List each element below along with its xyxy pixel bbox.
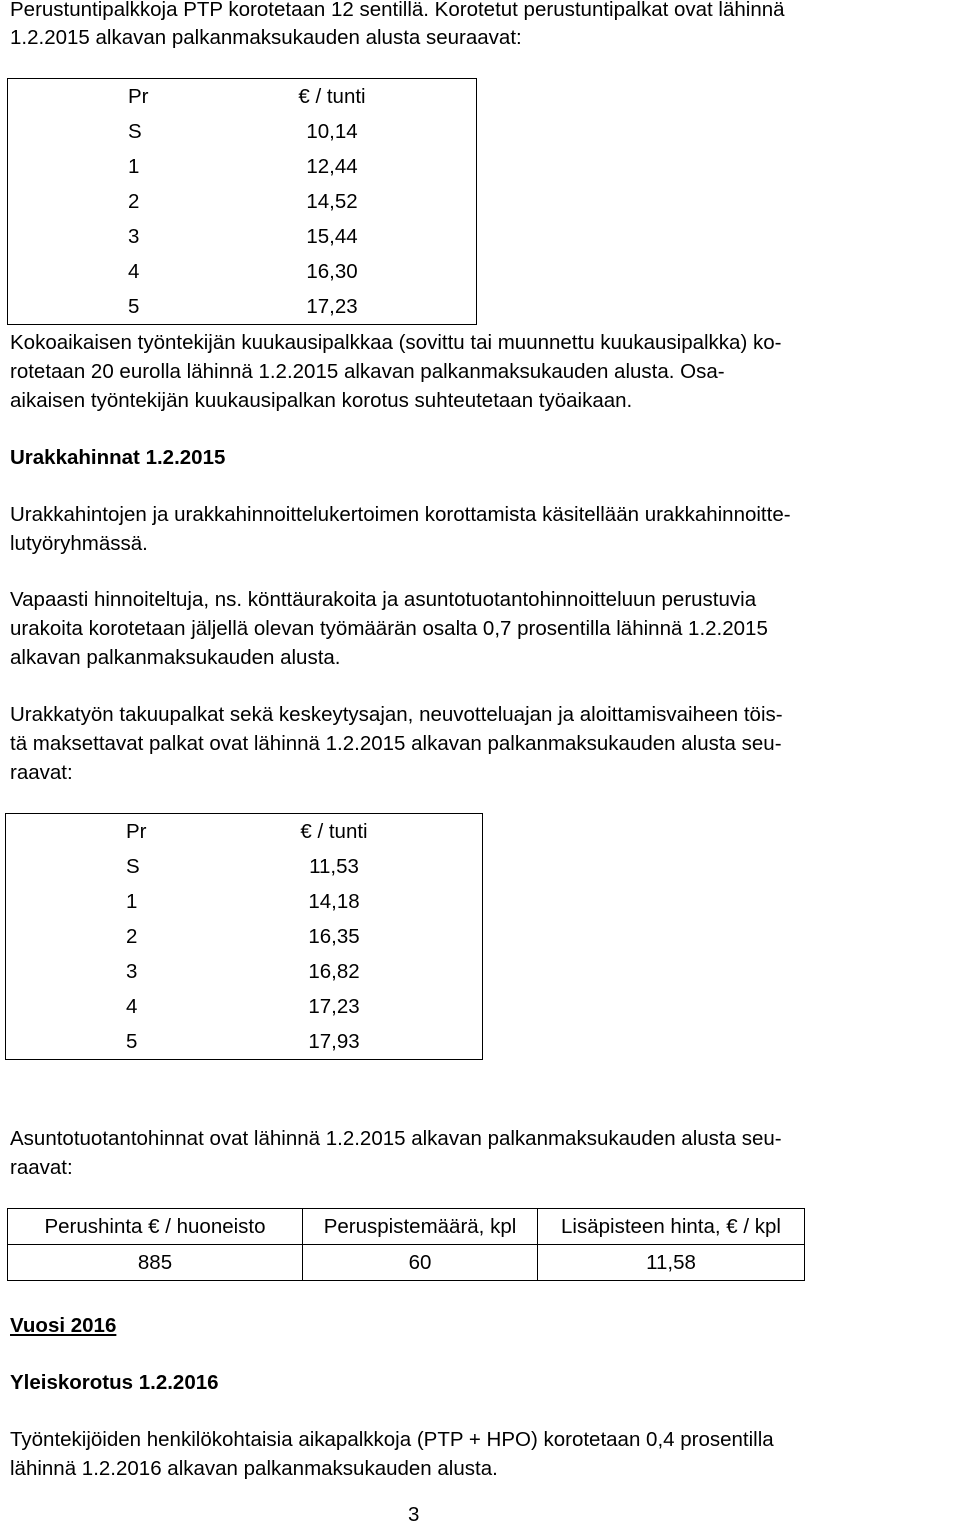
table-cell: 2	[6, 919, 187, 954]
table-row	[8, 1245, 805, 1281]
general-p-line-1: Työntekijöiden henkilökohtaisia aikapalkkoja (PTP + HPO) korotetaan 0,4 prosentilla	[10, 1428, 774, 1451]
piece-p3-line-3: raavat:	[10, 761, 73, 784]
table-cell: 1	[8, 149, 189, 184]
housing-line-1: Asuntotuotantohinnat ovat lähinnä 1.2.2015 alkavan palkanmaksukauden alusta seu-	[10, 1127, 782, 1150]
table-row	[8, 289, 477, 325]
table-row	[8, 219, 477, 254]
table-cell: 2	[8, 184, 189, 219]
table-cell: 17,23	[188, 289, 477, 325]
monthly-line-3: aikaisen työntekijän kuukausipalkan korotus suhteutetaan työaikaan.	[10, 389, 633, 412]
table-cell: 60	[303, 1245, 538, 1281]
table-cell: 4	[8, 254, 189, 289]
table-cell: 11,58	[538, 1245, 805, 1281]
table-cell: 16,35	[186, 919, 483, 954]
piece-p2-line-2: urakoita korotetaan jäljellä olevan työmäärän osalta 0,7 prosentilla lähinnä 1.2.2015	[10, 617, 768, 640]
table-row	[6, 884, 483, 919]
table-row	[6, 919, 483, 954]
table-cell: S	[6, 849, 187, 884]
table-cell: 12,44	[188, 149, 477, 184]
table-cell: 4	[6, 989, 187, 1024]
table-row	[8, 1209, 805, 1245]
table-row	[8, 149, 477, 184]
table-row	[8, 254, 477, 289]
guarantee-wage-table	[5, 813, 483, 1060]
piece-p2-line-3: alkavan palkanmaksukauden alusta.	[10, 646, 341, 669]
table-cell: 16,82	[186, 954, 483, 989]
piece-p2-line-1: Vapaasti hinnoiteltuja, ns. könttäurakoita ja asuntotuotantohinnoitteluun perustuvia	[10, 588, 757, 611]
table-cell: 5	[8, 289, 189, 325]
monthly-line-2: rotetaan 20 eurolla lähinnä 1.2.2015 alkavan palkanmaksukauden alusta. Osa-	[10, 360, 725, 383]
table-header-cell: Lisäpisteen hinta, € / kpl	[538, 1209, 805, 1245]
table-row	[8, 79, 477, 115]
table-cell: 16,30	[188, 254, 477, 289]
table-header-cell: Peruspistemäärä, kpl	[303, 1209, 538, 1245]
table-row	[6, 954, 483, 989]
piece-p1-line-2: lutyöryhmässä.	[10, 532, 148, 555]
table-cell: 1	[6, 884, 187, 919]
table-row	[6, 814, 483, 850]
year-heading: Vuosi 2016	[10, 1314, 117, 1337]
table-cell: 14,52	[188, 184, 477, 219]
table-row	[6, 849, 483, 884]
intro-line-1: Perustuntipalkkoja PTP korotetaan 12 sentillä. Korotetut perustuntipalkat ovat lähinnä	[10, 0, 785, 21]
table-header-cell: Pr	[8, 79, 189, 115]
table-cell: 14,18	[186, 884, 483, 919]
table-cell: 15,44	[188, 219, 477, 254]
table-row	[8, 114, 477, 149]
table-cell: 11,53	[186, 849, 483, 884]
piece-p3-line-2: tä maksettavat palkat ovat lähinnä 1.2.2015 alkavan palkanmaksukauden alusta seu-	[10, 732, 782, 755]
hourly-wage-table	[7, 78, 477, 325]
page-number: 3	[408, 1503, 420, 1526]
table-cell: 3	[8, 219, 189, 254]
housing-line-2: raavat:	[10, 1156, 73, 1179]
piece-rates-heading: Urakkahinnat 1.2.2015	[10, 446, 226, 469]
table-cell: 5	[6, 1024, 187, 1060]
intro-line-2: 1.2.2015 alkavan palkanmaksukauden alusta seuraavat:	[10, 26, 522, 49]
housing-price-table	[7, 1208, 805, 1281]
general-p-line-2: lähinnä 1.2.2016 alkavan palkanmaksukauden alusta.	[10, 1457, 498, 1480]
table-cell: 3	[6, 954, 187, 989]
table-row	[6, 989, 483, 1024]
table-header-cell: € / tunti	[186, 814, 483, 850]
table-cell: 885	[8, 1245, 303, 1281]
piece-p1-line-1: Urakkahintojen ja urakkahinnoittelukertoimen korottamista käsitellään urakkahinnoitte-	[10, 503, 791, 526]
general-raise-heading: Yleiskorotus 1.2.2016	[10, 1371, 219, 1394]
table-row	[8, 184, 477, 219]
table-cell: S	[8, 114, 189, 149]
table-header-cell: Perushinta € / huoneisto	[8, 1209, 303, 1245]
table-cell: 10,14	[188, 114, 477, 149]
monthly-line-1: Kokoaikaisen työntekijän kuukausipalkkaa (sovittu tai muunnettu kuukausipalkka) ko-	[10, 331, 782, 354]
table-header-cell: € / tunti	[188, 79, 477, 115]
table-header-cell: Pr	[6, 814, 187, 850]
table-row	[6, 1024, 483, 1060]
table-cell: 17,23	[186, 989, 483, 1024]
piece-p3-line-1: Urakkatyön takuupalkat sekä keskeytysajan, neuvotteluajan ja aloittamisvaiheen töis-	[10, 703, 783, 726]
table-cell: 17,93	[186, 1024, 483, 1060]
